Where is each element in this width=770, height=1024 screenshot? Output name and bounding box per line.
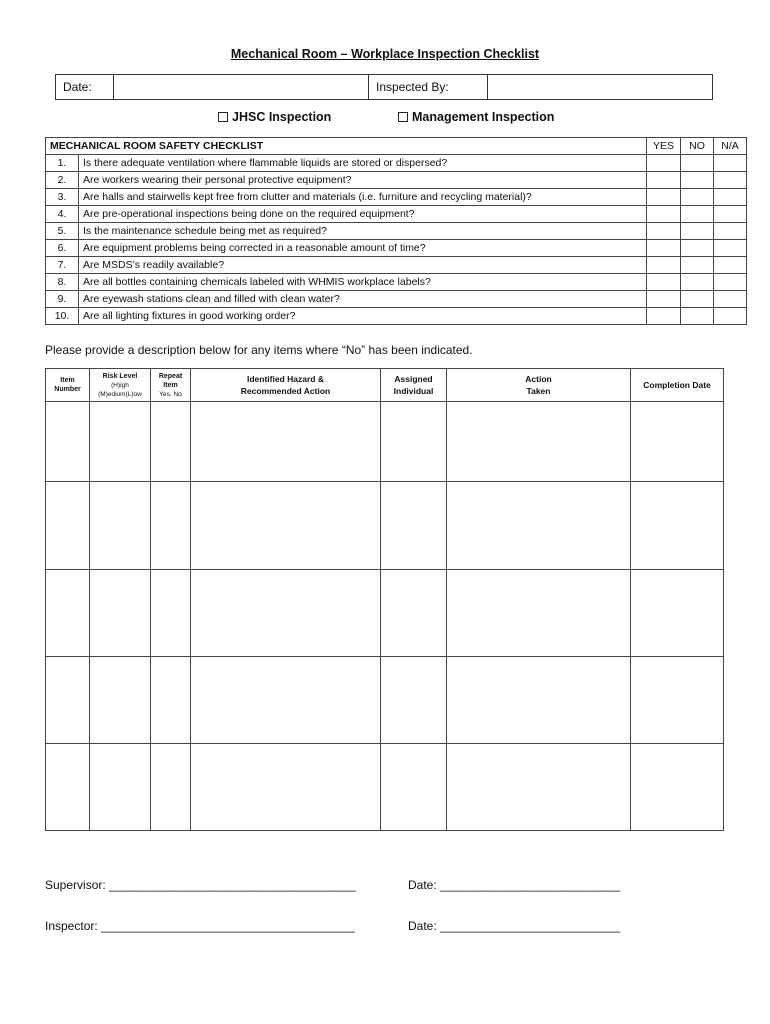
description-header-row <box>46 369 724 402</box>
no-cell[interactable] <box>681 257 714 274</box>
cell[interactable] <box>447 402 631 482</box>
no-cell[interactable] <box>681 291 714 308</box>
checklist-row <box>46 240 747 257</box>
yes-cell[interactable] <box>647 155 681 172</box>
checklist-row <box>46 274 747 291</box>
item-question: Is there adequate ventilation where flammable liquids are stored or dispersed? <box>79 155 647 172</box>
cell[interactable] <box>631 402 724 482</box>
cell[interactable] <box>631 657 724 744</box>
item-question: Are eyewash stations clean and filled with clean water? <box>79 291 647 308</box>
yes-cell[interactable] <box>647 206 681 223</box>
yes-cell[interactable] <box>647 257 681 274</box>
cell[interactable] <box>90 744 151 831</box>
item-number: 3. <box>46 189 79 206</box>
yes-cell[interactable] <box>647 240 681 257</box>
cell[interactable] <box>381 744 447 831</box>
cell[interactable] <box>381 482 447 570</box>
item-number: 6. <box>46 240 79 257</box>
col-action-taken: Action Taken <box>447 369 631 402</box>
no-cell[interactable] <box>681 274 714 291</box>
col-item-number: Item Number <box>46 369 90 402</box>
col-completion-date: Completion Date <box>631 369 724 402</box>
cell[interactable] <box>90 482 151 570</box>
no-cell[interactable] <box>681 223 714 240</box>
item-number: 8. <box>46 274 79 291</box>
cell[interactable] <box>191 657 381 744</box>
checklist-row <box>46 155 747 172</box>
item-question: Are workers wearing their personal protective equipment? <box>79 172 647 189</box>
col-yes: YES <box>647 138 681 155</box>
checklist-row <box>46 189 747 206</box>
inspected-by-field[interactable] <box>488 75 714 99</box>
cell[interactable] <box>381 402 447 482</box>
page-title: Mechanical Room – Workplace Inspection Checklist <box>230 47 540 61</box>
na-cell[interactable] <box>714 274 747 291</box>
yes-cell[interactable] <box>647 172 681 189</box>
na-cell[interactable] <box>714 189 747 206</box>
checklist-header-row <box>46 138 747 155</box>
cell[interactable] <box>191 744 381 831</box>
col-risk-level: Risk Level (H)igh (M)edium(L)ow <box>90 369 151 402</box>
instruction-note: Please provide a description below for any items where “No” has been indicated. <box>45 343 473 357</box>
inspector-signature-line[interactable]: Inspector: ______________________________________ <box>45 919 355 933</box>
item-number: 4. <box>46 206 79 223</box>
jhsc-label: JHSC Inspection <box>232 110 332 124</box>
col-no: NO <box>681 138 714 155</box>
item-number: 10. <box>46 308 79 325</box>
col-repeat-item: Repeat Item Yes, No <box>151 369 191 402</box>
checklist-heading: MECHANICAL ROOM SAFETY CHECKLIST <box>46 138 647 155</box>
cell[interactable] <box>447 570 631 657</box>
na-cell[interactable] <box>714 240 747 257</box>
checklist-row <box>46 257 747 274</box>
jhsc-option[interactable] <box>218 110 331 124</box>
cell[interactable] <box>46 744 90 831</box>
checklist-row <box>46 308 747 325</box>
checklist-row <box>46 172 747 189</box>
cell[interactable] <box>90 657 151 744</box>
cell[interactable] <box>191 482 381 570</box>
na-cell[interactable] <box>714 155 747 172</box>
date-field[interactable] <box>114 75 369 99</box>
no-cell[interactable] <box>681 172 714 189</box>
item-question: Are all bottles containing chemicals labeled with WHMIS workplace labels? <box>79 274 647 291</box>
item-question: Is the maintenance schedule being met as required? <box>79 223 647 240</box>
item-number: 9. <box>46 291 79 308</box>
item-question: Are pre-operational inspections being done on the required equipment? <box>79 206 647 223</box>
na-cell[interactable] <box>714 172 747 189</box>
checklist-row <box>46 223 747 240</box>
description-row <box>46 657 724 744</box>
supervisor-date-line[interactable]: Date: ___________________________ <box>408 878 621 892</box>
cell[interactable] <box>447 744 631 831</box>
yes-cell[interactable] <box>647 291 681 308</box>
no-cell[interactable] <box>681 155 714 172</box>
management-label: Management Inspection <box>412 110 555 124</box>
cell[interactable] <box>631 744 724 831</box>
yes-cell[interactable] <box>647 308 681 325</box>
cell[interactable] <box>46 570 90 657</box>
col-na: N/A <box>714 138 747 155</box>
cell[interactable] <box>46 657 90 744</box>
safety-checklist-table <box>45 137 747 325</box>
cell[interactable] <box>46 482 90 570</box>
cell[interactable] <box>151 402 191 482</box>
cell[interactable] <box>631 570 724 657</box>
na-cell[interactable] <box>714 206 747 223</box>
inspected-by-label: Inspected By: <box>369 75 488 99</box>
item-question: Are MSDS’s readily available? <box>79 257 647 274</box>
cell[interactable] <box>151 744 191 831</box>
cell[interactable] <box>90 402 151 482</box>
cell[interactable] <box>381 570 447 657</box>
inspector-date-line[interactable]: Date: ___________________________ <box>408 919 621 933</box>
jhsc-checkbox[interactable] <box>218 112 228 122</box>
na-cell[interactable] <box>714 223 747 240</box>
description-row <box>46 482 724 570</box>
item-number: 1. <box>46 155 79 172</box>
item-question: Are all lighting fixtures in good working order? <box>79 308 647 325</box>
supervisor-signature-line[interactable]: Supervisor: _____________________________________ <box>45 878 356 892</box>
na-cell[interactable] <box>714 291 747 308</box>
description-row <box>46 570 724 657</box>
cell[interactable] <box>191 402 381 482</box>
no-cell[interactable] <box>681 206 714 223</box>
cell[interactable] <box>90 570 151 657</box>
yes-cell[interactable] <box>647 223 681 240</box>
date-label: Date: <box>56 75 114 99</box>
management-checkbox[interactable] <box>398 112 408 122</box>
no-cell[interactable] <box>681 308 714 325</box>
checklist-row <box>46 206 747 223</box>
cell[interactable] <box>151 657 191 744</box>
date-inspector-box <box>55 74 713 100</box>
cell[interactable] <box>381 657 447 744</box>
yes-cell[interactable] <box>647 189 681 206</box>
item-number: 7. <box>46 257 79 274</box>
item-question: Are halls and stairwells kept free from clutter and materials (i.e. furniture and recycling material)? <box>79 189 647 206</box>
cell[interactable] <box>447 657 631 744</box>
na-cell[interactable] <box>714 257 747 274</box>
no-cell[interactable] <box>681 189 714 206</box>
cell[interactable] <box>151 482 191 570</box>
cell[interactable] <box>447 482 631 570</box>
checklist-row <box>46 291 747 308</box>
description-row <box>46 402 724 482</box>
cell[interactable] <box>631 482 724 570</box>
yes-cell[interactable] <box>647 274 681 291</box>
cell[interactable] <box>151 570 191 657</box>
item-question: Are equipment problems being corrected in a reasonable amount of time? <box>79 240 647 257</box>
item-number: 2. <box>46 172 79 189</box>
cell[interactable] <box>46 402 90 482</box>
no-cell[interactable] <box>681 240 714 257</box>
hazard-description-table <box>45 368 724 831</box>
description-row <box>46 744 724 831</box>
cell[interactable] <box>191 570 381 657</box>
col-assigned-individual: Assigned Individual <box>381 369 447 402</box>
item-number: 5. <box>46 223 79 240</box>
management-option[interactable] <box>398 110 554 124</box>
na-cell[interactable] <box>714 308 747 325</box>
col-identified-hazard: Identified Hazard & Recommended Action <box>191 369 381 402</box>
